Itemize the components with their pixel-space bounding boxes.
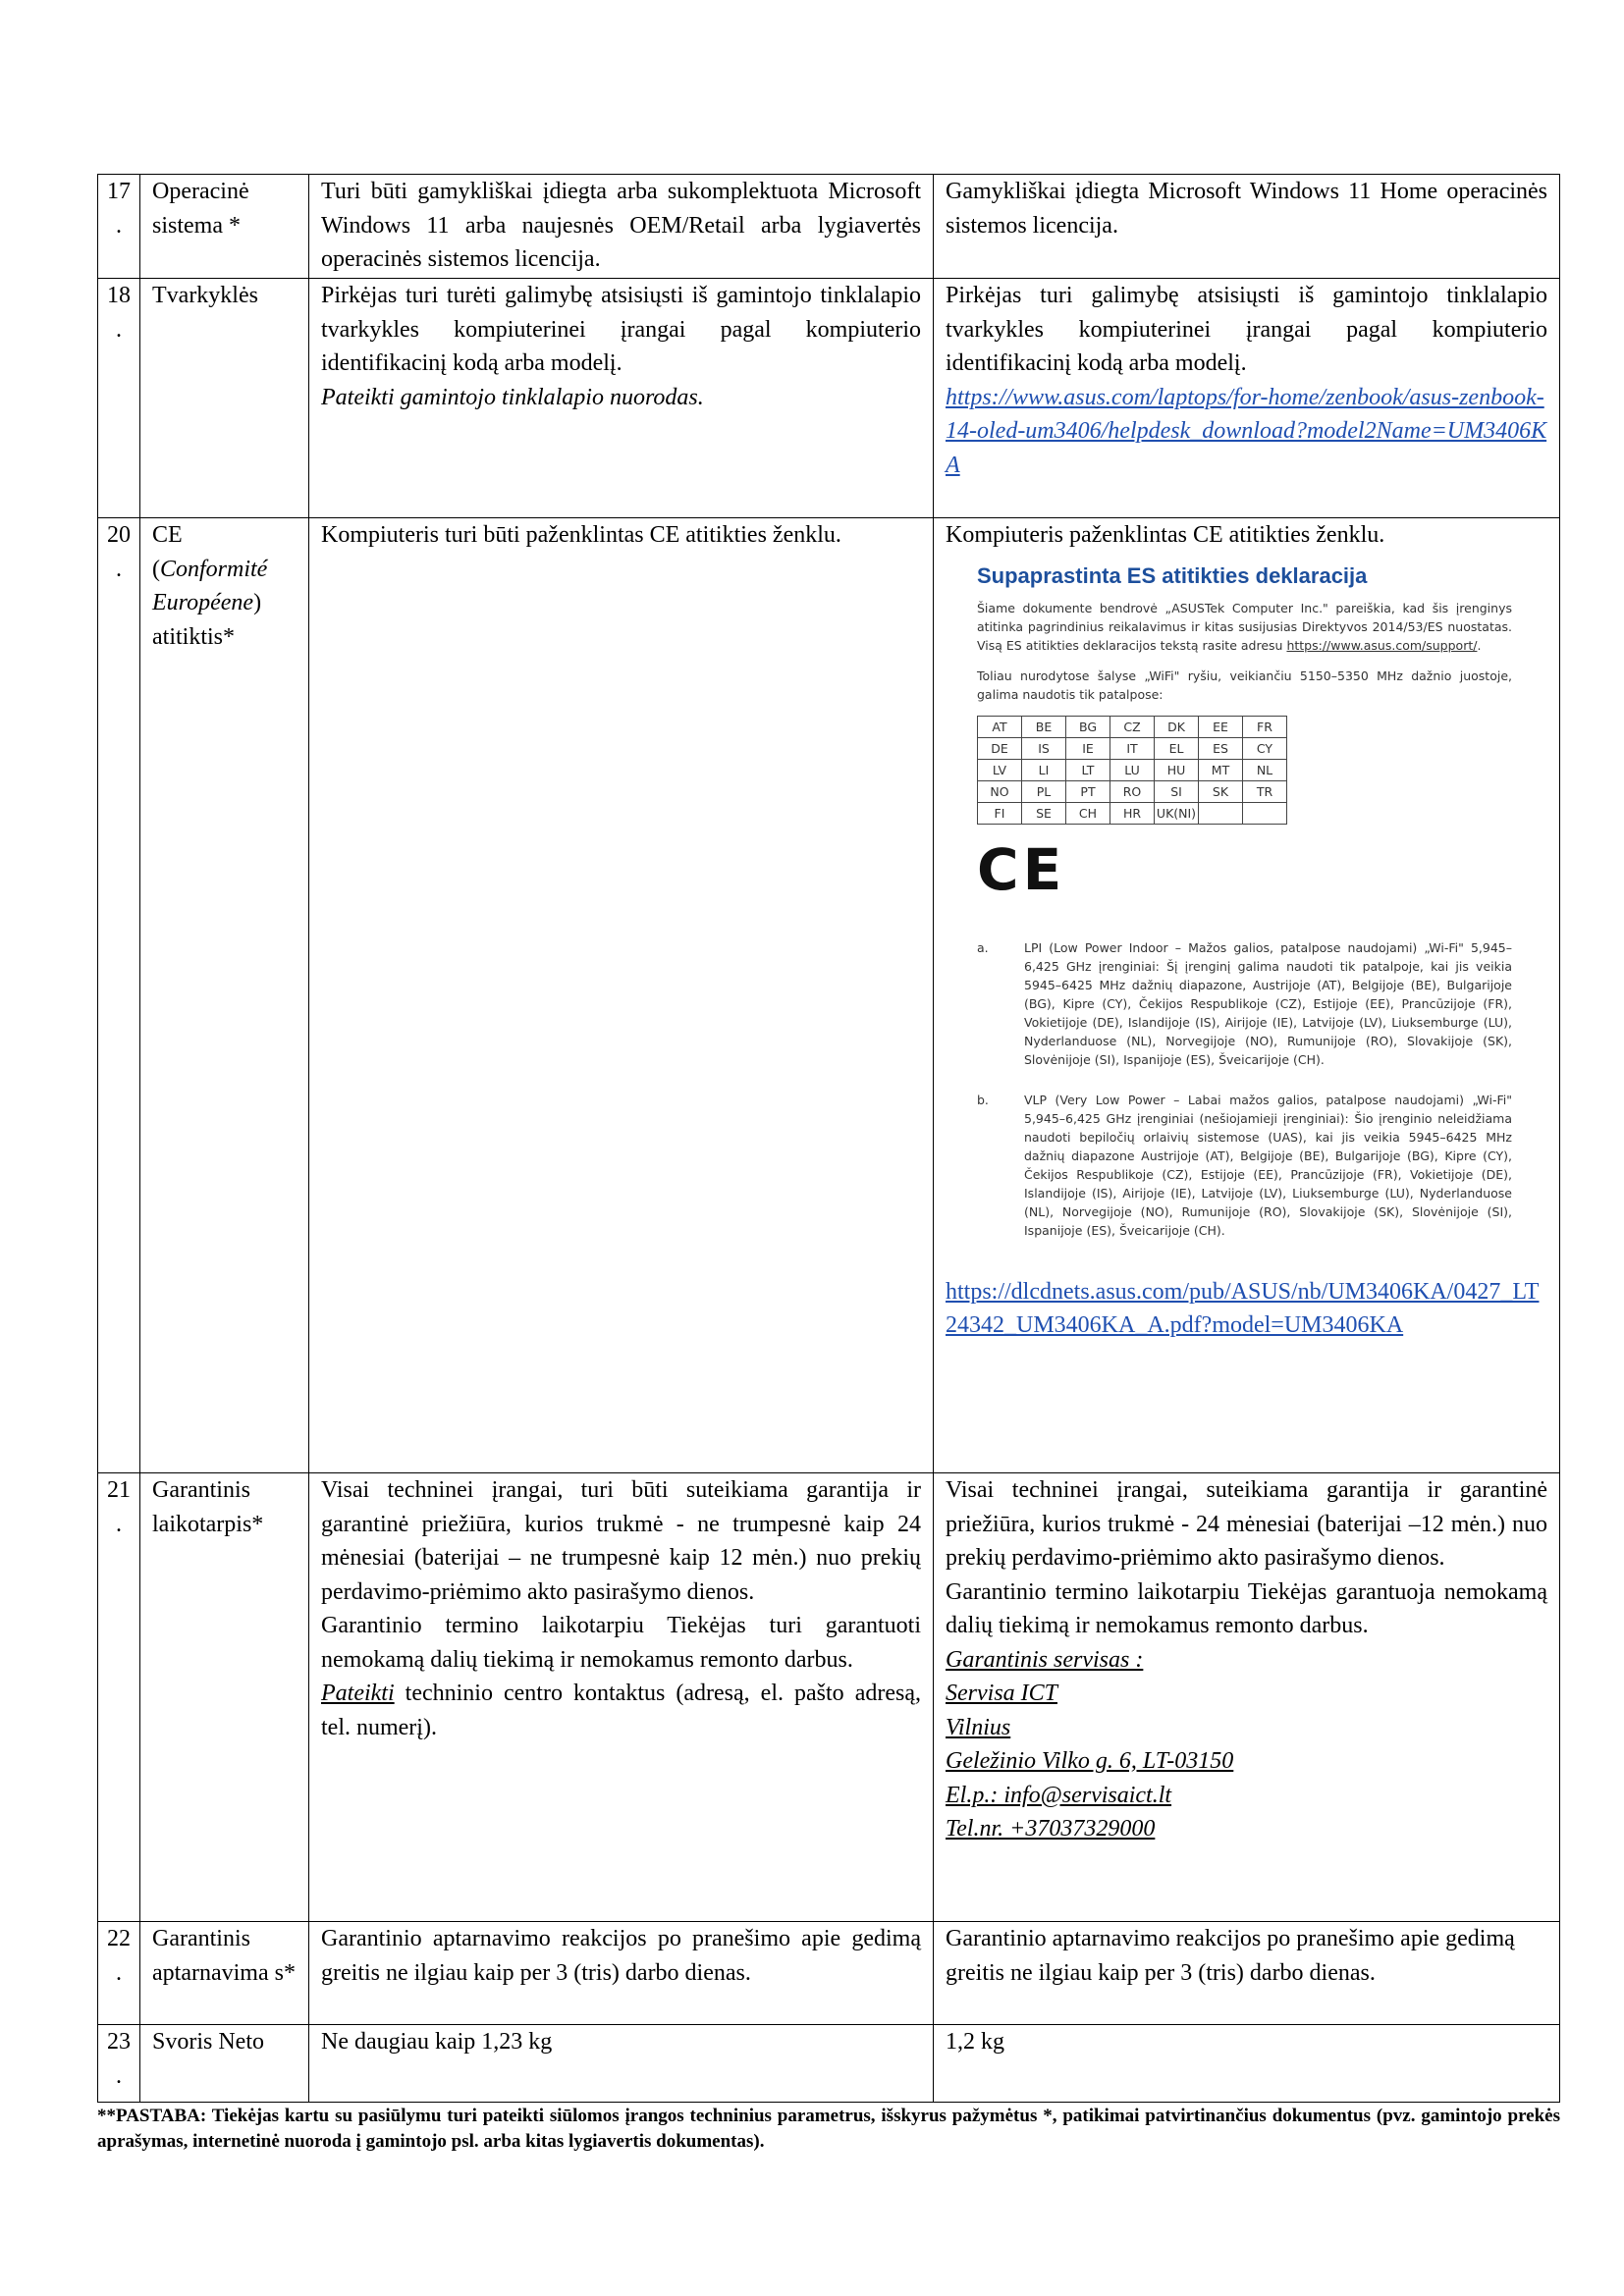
driver-download-link[interactable]: https://www.asus.com/laptops/for-home/zenbook/asus-zenbook-14-oled-um3406/helpdesk_download?model2Name=UM3406KA — [946, 384, 1547, 478]
declaration-paragraph: Toliau nurodytose šalyse „WiFi" ryšiu, veikiančiu 5150–5350 MHz dažnio juostoje, galima naudotis tik patalpose: — [977, 667, 1512, 702]
country-code: DK — [1155, 716, 1199, 737]
parameter-name: Garantinis aptarnavima s* — [140, 1922, 309, 2025]
row-number: 18 . — [98, 279, 140, 518]
ce-mark-icon: CE — [977, 835, 1066, 903]
service-email: El.p.: info@servisaict.lt — [946, 1782, 1172, 1808]
country-row — [978, 737, 1287, 759]
country-code: LI — [1022, 759, 1066, 780]
name-part: CE ( — [152, 522, 183, 582]
requirement-text — [321, 1677, 921, 1744]
declaration-paragraph: Šiame dokumente bendrovė „ASUSTek Computer Inc." pareiškia, kad šis įrenginys atitinka pagrindinius reikalavimus ir kitas susijusias Direktyvos 2014/53/ES nuostatas. Visą ES atitikties deklaracijos tekstą rasite adresu https://www.asus.com/support/. — [977, 600, 1512, 653]
row-number: 21 . — [98, 1473, 140, 1922]
country-code: LV — [978, 759, 1022, 780]
requirement-text: Pirkėjas turi turėti galimybę atsisiųsti iš gamintojo tinklalapio tvarkykles kompiuterinei įrangai pagal kompiuterio identifikacinį kodą arba modelį. — [321, 283, 921, 376]
country-row — [978, 759, 1287, 780]
footnote: **PASTABA: Tiekėjas kartu su pasiūlymu turi pateikti siūlomos įrangos techninius parametrus, išskyrus pažymėtus *, patikimai patvirtinančius dokumentus (pvz. gamintojo prekės aprašymas, internetinė nuoroda į gamintojo psl. arba kitas lygiavertis dokumentas). — [97, 2106, 1560, 2152]
table-row — [98, 1473, 1560, 1922]
country-code: NO — [978, 780, 1022, 802]
country-code: LT — [1066, 759, 1110, 780]
parameter-name: Operacinė sistema * — [140, 175, 309, 279]
country-code: IE — [1066, 737, 1110, 759]
table-row — [98, 518, 1560, 1473]
table-row — [98, 279, 1560, 518]
table-row — [98, 175, 1560, 279]
country-code: EL — [1155, 737, 1199, 759]
offer-text: Pirkėjas turi galimybę atsisiųsti iš gamintojo tinklalapio tvarkykles kompiuterinei įrangai pagal kompiuterio identifikacinį kodą arba modelį. — [946, 283, 1547, 376]
country-code: MT — [1199, 759, 1243, 780]
table-row — [98, 1922, 1560, 2025]
country-code: LU — [1110, 759, 1155, 780]
country-code: HR — [1110, 802, 1155, 824]
row-number: 17 . — [98, 175, 140, 279]
country-code: HU — [1155, 759, 1199, 780]
country-row — [978, 780, 1287, 802]
item-text: VLP (Very Low Power – Labai mažos galios, patalpose naudojami) „Wi-Fi" 5,945–6,425 GHz įrenginiai (nešiojamieji įrenginiai): Šio įrenginio neleidžiama naudoti bepiločių orlaivių sistemose (UAS), kai jis veikia 5945–6425 MHz dažnių diapazone Austrijoje (AT), Belgijoje (BE), Bulgarijoje (BG), Kipre (CY), Čekijos Respublikoje (CZ), Estijoje (EE), Prancūzijoje (FR), Vokietijoje (DE), Islandijoje (IS), Airijoje (IE), Latvijoje (LV), Liuksemburge (LU), Nyderlanduose (NL), Norvegijoje (NO), Rumunijoje (RO), Slovakijoje (SK), Slovėnijoje (SI), Ispanijoje (ES), Šveicarijoje (CH). — [1024, 1092, 1512, 1238]
service-heading: Garantinis servisas : — [946, 1646, 1144, 1673]
declaration-item-a — [977, 938, 1512, 1069]
item-text: LPI (Low Power Indoor – Mažos galios, patalpose naudojami) „Wi-Fi" 5,945–6,425 GHz įrenginiai: Šį įrenginį galima naudoti tik patalpoje, kai jis veikia 5945–6425 MHz dažnių diapazone, Austrijoje (AT), Belgijoje (BE), Bulgarijoje (BG), Kipre (CY), Čekijos Respublikoje (CZ), Estijoje (EE), Prancūzijoje (FR), Vokietijoje (DE), Islandijoje (IS), Airijoje (IE), Latvijoje (LV), Liuksemburge (LU), Nyderlanduose (NL), Norvegijoje (NO), Rumunijoje (RO), Slovakijoje (SK), Slovėnijoje (SI), Ispanijoje (ES), Šveicarijoje (CH). — [1024, 939, 1512, 1067]
service-name: Servisa ICT — [946, 1681, 1057, 1706]
item-label: b. — [977, 1092, 989, 1107]
requirement-cell — [309, 1473, 934, 1922]
country-code: CY — [1243, 737, 1287, 759]
country-code: IS — [1022, 737, 1066, 759]
offer-cell: Garantinio aptarnavimo reakcijos po pranešimo apie gedimą greitis ne ilgiau kaip per 3 (tris) darbo dienas. — [934, 1922, 1560, 2025]
country-code: FR — [1243, 716, 1287, 737]
requirement-underlined: Pateikti — [321, 1681, 395, 1706]
country-code: TR — [1243, 780, 1287, 802]
requirement-cell: Garantinio aptarnavimo reakcijos po pranešimo apie gedimą greitis ne ilgiau kaip per 3 (tris) darbo dienas. — [309, 1922, 934, 2025]
parameter-name: Garantinis laikotarpis* — [140, 1473, 309, 1922]
requirement-cell — [309, 279, 934, 518]
offer-cell — [934, 518, 1560, 1473]
declaration-item-b — [977, 1091, 1512, 1240]
country-code: DE — [978, 737, 1022, 759]
country-code: BG — [1066, 716, 1110, 737]
country-code: SE — [1022, 802, 1066, 824]
country-table — [977, 716, 1287, 825]
country-code: CH — [1066, 802, 1110, 824]
service-city: Vilnius — [946, 1714, 1011, 1740]
offer-cell — [934, 1473, 1560, 1922]
name-part: ) atitiktis* — [152, 590, 262, 650]
country-code: NL — [1243, 759, 1287, 780]
parameter-name: Tvarkyklės — [140, 279, 309, 518]
declaration-title: Supaprastinta ES atitikties deklaracija — [977, 562, 1368, 588]
offer-text: Kompiuteris paženklintas CE atitikties ženklu. — [946, 522, 1385, 548]
country-code: UK(NI) — [1155, 802, 1199, 824]
country-code: CZ — [1110, 716, 1155, 737]
country-code: FI — [978, 802, 1022, 824]
requirement-rest: techninio centro kontaktus (adresą, el. pašto adresą, tel. numerį). — [321, 1681, 921, 1740]
row-number: 23 . — [98, 2025, 140, 2103]
country-code: AT — [978, 716, 1022, 737]
country-code — [1199, 802, 1243, 824]
row-number: 22 . — [98, 1922, 140, 2025]
declaration-text: Šiame dokumente bendrovė „ASUSTek Computer Inc." pareiškia, kad šis įrenginys atitinka pagrindinius reikalavimus ir kitas susijusias Direktyvos 2014/53/ES nuostatas. Visą ES atitikties deklaracijos tekstą rasite adresu — [977, 600, 1512, 653]
name-italic: Conformité Européene — [152, 556, 268, 615]
item-label: a. — [977, 939, 989, 955]
country-code — [1243, 802, 1287, 824]
table-row — [98, 2025, 1560, 2103]
country-row — [978, 802, 1287, 824]
eu-declaration-image — [977, 562, 1512, 1240]
requirement-text: Garantinio termino laikotarpiu Tiekėjas turi garantuoti nemokamą dalių tiekimą ir nemokamus remonto darbus. — [321, 1613, 921, 1673]
country-code: PT — [1066, 780, 1110, 802]
requirement-text: Visai techninei įrangai, turi būti suteikiama garantija ir garantinė priežiūra, kurios trukmė - ne trumpesnė kaip 24 mėnesiai (baterijai – ne trumpesnė kaip 12 mėn.) nuo prekių perdavimo-priėmimo akto pasirašymo dienos. — [321, 1477, 921, 1605]
offer-cell: Gamykliškai įdiegta Microsoft Windows 11 Home operacinės sistemos licencija. — [934, 175, 1560, 279]
country-row — [978, 716, 1287, 737]
country-code: ES — [1199, 737, 1243, 759]
country-code: BE — [1022, 716, 1066, 737]
service-phone: Tel.nr. +37037329000 — [946, 1816, 1156, 1842]
offer-text: Visai techninei įrangai, suteikiama garantija ir garantinė priežiūra, kurios trukmė - 24 mėnesiai (baterijai –12 mėn.) nuo prekių perdavimo-priėmimo akto pasirašymo dienos. — [946, 1477, 1547, 1571]
parameter-name: Svoris Neto — [140, 2025, 309, 2103]
country-code: SI — [1155, 780, 1199, 802]
offer-cell — [934, 279, 1560, 518]
declaration-pdf-link[interactable]: https://dlcdnets.asus.com/pub/ASUS/nb/UM3406KA/0427_LT24342_UM3406KA_A.pdf?model=UM3406KA — [946, 1278, 1540, 1338]
requirement-cell: Turi būti gamykliškai įdiegta arba sukomplektuota Microsoft Windows 11 arba naujesnės OEM/Retail arba lygiavertės operacinės sistemos licencija. — [309, 175, 934, 279]
country-code: RO — [1110, 780, 1155, 802]
support-link: https://www.asus.com/support/ — [1286, 637, 1478, 653]
country-code: PL — [1022, 780, 1066, 802]
requirement-cell: Ne daugiau kaip 1,23 kg — [309, 2025, 934, 2103]
row-number: 20 . — [98, 518, 140, 1473]
offer-text: Garantinio termino laikotarpiu Tiekėjas garantuoja nemokamą dalių tiekimą ir nemokamus remonto darbus. — [946, 1578, 1547, 1638]
specification-table — [97, 174, 1560, 2103]
country-code: IT — [1110, 737, 1155, 759]
country-code: EE — [1199, 716, 1243, 737]
parameter-name — [140, 518, 309, 1473]
requirement-cell: Kompiuteris turi būti paženklintas CE atitikties ženklu. — [309, 518, 934, 1473]
service-address: Geležinio Vilko g. 6, LT-03150 — [946, 1748, 1234, 1774]
offer-cell: 1,2 kg — [934, 2025, 1560, 2103]
requirement-note: Pateikti gamintojo tinklalapio nuorodas. — [321, 384, 704, 410]
country-code: SK — [1199, 780, 1243, 802]
